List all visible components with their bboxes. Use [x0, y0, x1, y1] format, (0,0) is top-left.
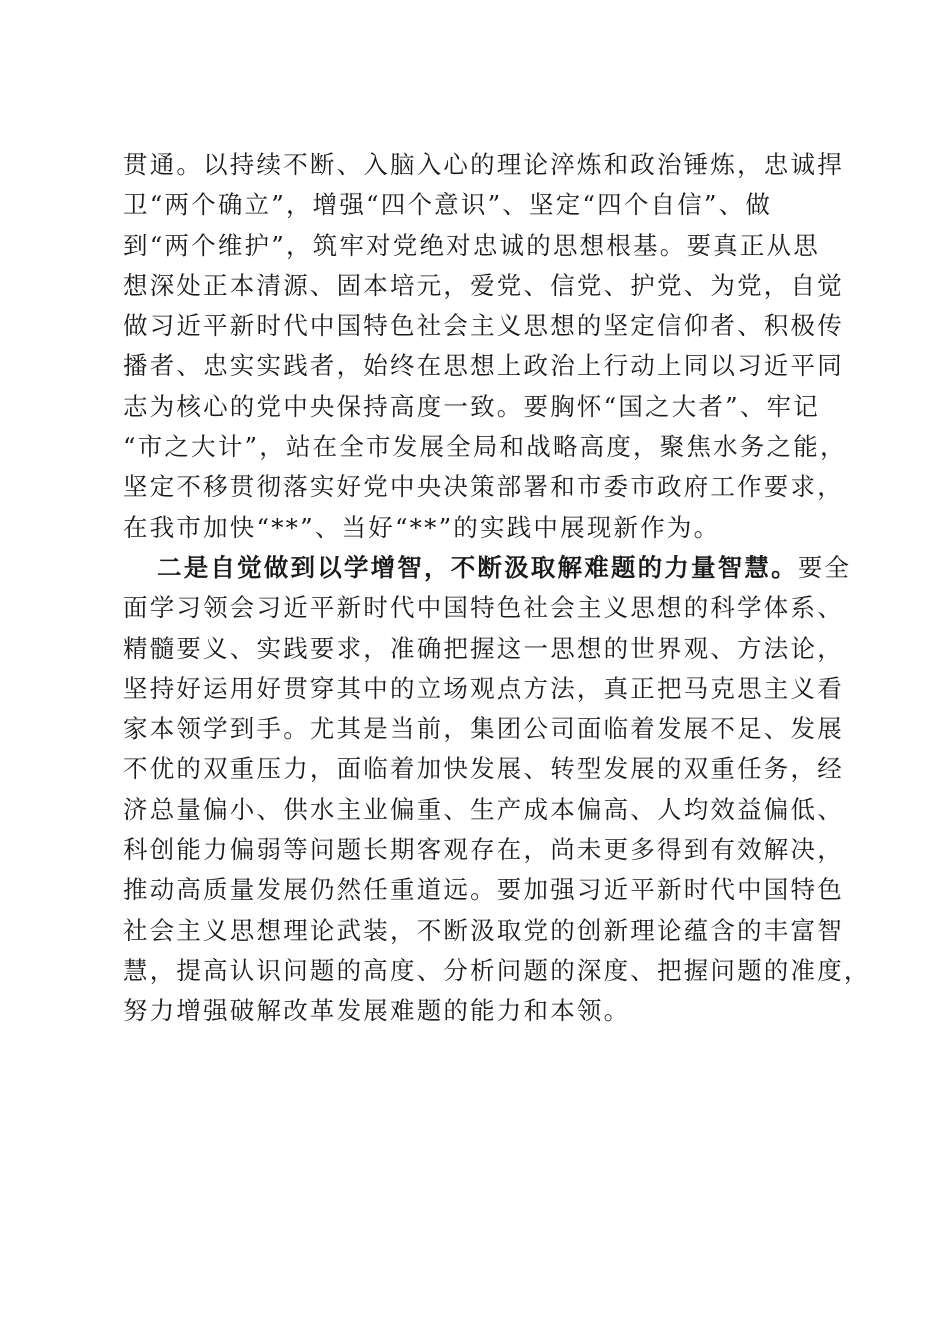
paragraph-line: 贯通。以持续不断、入脑入心的理论淬炼和政治锤炼，忠诚捍 — [123, 150, 844, 179]
paragraph-line: 坚定不移贯彻落实好党中央决策部署和市委市政府工作要求， — [123, 472, 844, 502]
paragraph-line: 卫“两个确立”，增强“四个意识”、坚定“四个自信”、做 — [123, 190, 773, 220]
paragraph-2-first-line — [123, 548, 852, 588]
paragraph-line: 不优的双重压力，面临着加快发展、转型发展的双重任务，经 — [123, 754, 844, 784]
paragraph-line: 播者、忠实实践者，始终在思想上政治上行动上同以习近平同 — [123, 351, 844, 381]
paragraph-line: 推动高质量发展仍然任重道远。要加强习近平新时代中国特色 — [123, 875, 844, 905]
paragraph-line: 慧，提高认识问题的高度、分析问题的深度、把握问题的准度， — [123, 955, 871, 985]
paragraph-line: 科创能力偏弱等问题长期客观存在，尚未更多得到有效解决， — [123, 835, 844, 865]
paragraph-line: 做习近平新时代中国特色社会主义思想的坚定信仰者、积极传 — [123, 311, 844, 341]
paragraph-line: 社会主义思想理论武装，不断汲取党的创新理论蕴含的丰富智 — [123, 915, 844, 945]
paragraph-2 — [123, 548, 871, 1032]
paragraph-1 — [123, 145, 847, 548]
paragraph-line: 想深处正本清源、固本培元，爱党、信党、护党、为党，自觉 — [123, 270, 844, 300]
paragraph-line: 努力增强破解改革发展难题的能力和本领。 — [123, 996, 631, 1026]
section-heading: 二是自觉做到以学增智，不断汲取解难题的力量智慧。 — [157, 552, 798, 582]
paragraph-line: 家本领学到手。尤其是当前，集团公司面临着发展不足、发展 — [123, 714, 844, 744]
paragraph-line: “市之大计”，站在全市发展全局和战略高度，聚焦水务之能， — [123, 432, 847, 462]
paragraph-line: 面学习领会习近平新时代中国特色社会主义思想的科学体系、 — [123, 593, 844, 623]
paragraph-line: 到“两个维护”，筑牢对党绝对忠诚的思想根基。要真正从思 — [123, 230, 820, 260]
paragraph-line-rest: 要全 — [797, 552, 852, 582]
paragraph-line: 在我市加快“**”、当好“**”的实践中展现新作为。 — [123, 512, 721, 542]
body-text — [123, 145, 871, 1032]
paragraph-line: 志为核心的党中央保持高度一致。要胸怀“国之大者”、牢记 — [123, 391, 820, 421]
paragraph-line: 精髓要义、实践要求，准确把握这一思想的世界观、方法论， — [123, 633, 844, 663]
paragraph-line: 济总量偏小、供水主业偏重、生产成本偏高、人均效益偏低、 — [123, 794, 844, 824]
paragraph-line: 坚持好运用好贯穿其中的立场观点方法，真正把马克思主义看 — [123, 673, 844, 703]
